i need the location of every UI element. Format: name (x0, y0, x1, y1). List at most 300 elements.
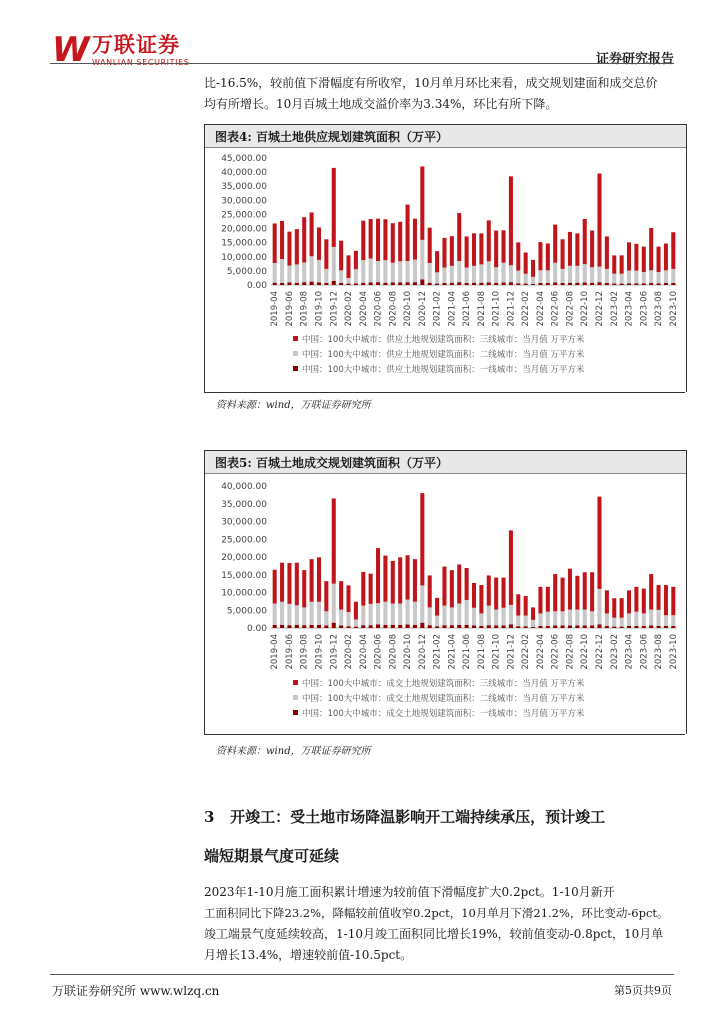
figure-4-title: 图表4: 百城土地供应规划建筑面积（万平） (215, 130, 448, 144)
chart-0-ytick-label: 35,000.00 (221, 182, 267, 193)
chart-1-legend-swatch (293, 710, 298, 715)
chart-0-bar-tier2 (317, 260, 321, 283)
figure-5 (204, 450, 687, 734)
chart-1-bar-tier1 (450, 625, 454, 628)
chart-1-bar-tier3 (538, 587, 542, 614)
chart-1-bar-tier1 (376, 624, 380, 628)
chart-0-xtick-label: 2022-10 (580, 291, 591, 327)
chart-0-xtick-label: 2021-12 (506, 291, 517, 327)
chart-0-bar-tier3 (376, 219, 380, 261)
chart-1-bar-tier1 (369, 625, 373, 628)
chart-1-bar-tier3 (398, 557, 402, 603)
chart-1-bar-tier1 (420, 623, 424, 628)
chart-1-xtick-label: 2021-04 (447, 634, 458, 670)
figure-5-bottom-rule (204, 734, 685, 735)
chart-0-bar-tier3 (442, 238, 446, 268)
chart-0-bar-tier1 (583, 282, 587, 285)
chart-1-bar-tier1 (509, 624, 513, 628)
chart-0-bar-tier3 (324, 239, 328, 269)
chart-0-xtick-label: 2023-04 (624, 291, 635, 327)
chart-0-bar-tier3 (369, 219, 373, 259)
chart-0-bar-tier2 (302, 262, 306, 282)
chart-0-bar-tier3 (361, 221, 365, 261)
chart-1-bar-tier1 (502, 626, 506, 628)
chart-1-ytick-label: 30,000.00 (221, 517, 267, 528)
chart-1-bar-tier3 (487, 575, 491, 605)
chart-1-bar-tier3 (273, 570, 277, 604)
body-line-2: 工面积同比下降23.2%，降幅较前值收窄0.2pct，10月单月下滑21.2%，环比变动-6pct。 (204, 906, 669, 920)
chart-0-bar-tier2 (634, 271, 638, 284)
chart-0-xtick-label: 2023-06 (639, 291, 650, 327)
chart-0-ytick-label: 5,000.00 (226, 266, 267, 277)
chart-1-bar-tier1 (494, 626, 498, 628)
chart-1-bar-tier1 (310, 625, 314, 628)
chart-0-bar-tier2 (435, 272, 439, 283)
section-heading (204, 806, 684, 828)
chart-1-bar-tier3 (465, 568, 469, 600)
chart-0-bar-tier1 (516, 283, 520, 285)
logo-english-name: WANLIAN SECURITIES (92, 58, 190, 67)
body-line-4: 月增长13.4%，增速较前值-10.5pct。 (204, 948, 413, 962)
chart-1-xtick-label: 2019-06 (284, 634, 295, 670)
chart-1-xtick-label: 2022-02 (521, 634, 532, 670)
chart-1-bar-tier3 (546, 587, 550, 612)
chart-0-bar-tier3 (657, 247, 661, 272)
chart-1-bar-tier1 (435, 626, 439, 628)
chart-1-bar-tier3 (627, 590, 631, 613)
chart-1-bar-tier3 (531, 607, 535, 619)
chart-0-bar-tier2 (457, 261, 461, 282)
chart-1-bar-tier2 (502, 608, 506, 626)
chart-1-bar-tier1 (465, 625, 469, 628)
chart-1-bar-tier3 (568, 569, 572, 610)
chart-1-bar-tier3 (649, 574, 653, 610)
chart-1-xtick-label: 2021-08 (476, 634, 487, 670)
chart-0-bar-tier3 (664, 244, 668, 271)
chart-0-bar-tier2 (361, 260, 365, 283)
chart-0-ytick-label: 15,000.00 (221, 238, 267, 249)
chart-0-xtick-label: 2020-08 (388, 291, 399, 327)
chart-0-bar-tier2 (420, 240, 424, 280)
chart-1-bar-tier3 (413, 559, 417, 602)
chart-1-bar-tier2 (583, 610, 587, 626)
chart-0-bar-tier1 (634, 283, 638, 285)
chart-0-bar-tier3 (302, 217, 306, 262)
chart-1-bar-tier2 (391, 604, 395, 625)
chart-0-bar-tier3 (575, 233, 579, 265)
chart-1-bar-tier1 (612, 627, 616, 628)
chart-1-bar-tier2 (280, 602, 284, 625)
chart-0-bar-tier2 (472, 266, 476, 283)
chart-1-bar-tier3 (620, 598, 624, 618)
chart-1-bar-tier2 (538, 613, 542, 625)
chart-1-bar-tier3 (642, 589, 646, 614)
chart-0-bar-tier3 (310, 212, 314, 256)
chart-1-xtick-label: 2019-04 (270, 634, 281, 670)
chart-0-bar-tier2 (354, 269, 358, 283)
chart-0-bar-tier3 (287, 232, 291, 266)
chart-1-ytick-label: 15,000.00 (221, 570, 267, 581)
chart-1-bar-tier1 (332, 623, 336, 628)
footer-page-number: 第5页共9页 (614, 984, 672, 997)
figure-5-source: 资料来源：wind，万联证券研究所 (216, 746, 371, 757)
chart-1-xtick-label: 2022-06 (550, 634, 561, 670)
chart-0-bar-tier2 (369, 258, 373, 282)
chart-1-bar-tier3 (383, 556, 387, 602)
chart-0-bar-tier3 (583, 219, 587, 264)
chart-0-bar-tier1 (428, 283, 432, 285)
chart-0-bar-tier2 (339, 270, 343, 283)
figure-4-header (205, 124, 686, 148)
chart-0-bar-tier3 (561, 239, 565, 269)
chart-1-bar-tier3 (332, 498, 336, 583)
chart-1-bar-tier3 (369, 574, 373, 604)
chart-0-xtick-label: 2020-06 (373, 291, 384, 327)
chart-0-bar-tier3 (280, 221, 284, 259)
chart-0-bar-tier2 (310, 256, 314, 281)
chart-0-bar-tier1 (339, 283, 343, 285)
chart-1-bar-tier1 (346, 626, 350, 628)
chart-0-bar-tier1 (487, 282, 491, 285)
body-line-3: 竣工端景气度延续较高，1-10月竣工面积同比增长19%，较前值变动-0.8pct，10月单 (204, 927, 664, 941)
chart-0-bar-tier1 (612, 284, 616, 285)
chart-1-bar-tier2 (634, 612, 638, 626)
chart-0-bar-tier2 (657, 272, 661, 283)
chart-1-bar-tier3 (428, 575, 432, 607)
chart-0-ytick-label: 25,000.00 (221, 210, 267, 221)
chart-1-bar-tier1 (398, 625, 402, 628)
chart-1-bar-tier2 (376, 603, 380, 624)
chart-0-bar-tier3 (590, 231, 594, 268)
chart-0-xtick-label: 2020-02 (344, 291, 355, 327)
chart-1-bar-tier2 (642, 613, 646, 625)
chart-1-xtick-label: 2023-06 (639, 634, 650, 670)
chart-1-bar-tier1 (487, 625, 491, 628)
chart-0-bar-tier3 (472, 233, 476, 265)
chart-0-xtick-label: 2021-04 (447, 291, 458, 327)
chart-1-xtick-label: 2020-02 (344, 634, 355, 670)
chart-0-bar-tier3 (612, 255, 616, 273)
chart-1-bar-tier1 (620, 627, 624, 628)
chart-1-bar-tier2 (420, 585, 424, 622)
chart-1-bar-tier1 (273, 625, 277, 628)
chart-0-bar-tier1 (383, 283, 387, 285)
chart-0-bar-tier3 (487, 220, 491, 261)
chart-0-bar-tier1 (649, 283, 653, 285)
chart-0-bar-tier1 (620, 284, 624, 285)
chart-1-bar-tier3 (450, 570, 454, 607)
section-title-line-2: 端短期景气度可延续 (204, 847, 340, 865)
chart-0-bar-tier1 (642, 283, 646, 285)
chart-0-bar-tier1 (287, 282, 291, 285)
chart-0-bar-tier1 (524, 284, 528, 285)
chart-0-bar-tier2 (590, 267, 594, 283)
chart-0-bar-tier1 (376, 282, 380, 285)
chart-1-bar-tier3 (479, 585, 483, 613)
chart-1-bar-tier2 (428, 607, 432, 625)
body-line-1: 2023年1-10月施工面积累计增速为较前值下滑幅度扩大0.2pct。1-10月新开 (204, 885, 615, 899)
chart-1-ytick-label: 0.00 (246, 624, 267, 634)
chart-0-bar-tier1 (406, 282, 410, 285)
chart-0-bar-tier3 (346, 255, 350, 278)
chart-1-bar-tier3 (664, 585, 668, 615)
chart-0-bar-tier1 (664, 283, 668, 285)
chart-0-bar-tier2 (280, 259, 284, 283)
chart-1-legend-label: 中国：100大中城市：成交土地规划建筑面积：二线城市：当月值 万平方米 (302, 694, 585, 704)
chart-0-xtick-label: 2022-04 (535, 291, 546, 327)
chart-1-ytick-label: 25,000.00 (221, 535, 267, 546)
figure-5-title: 图表5: 百城土地成交规划建筑面积（万平） (215, 456, 448, 470)
chart-0-bar-tier1 (465, 283, 469, 285)
chart-0-bar-tier1 (324, 283, 328, 285)
chart-0-bar-tier3 (273, 223, 277, 263)
chart-1-bar-tier2 (310, 602, 314, 625)
chart-1-bar-tier3 (302, 570, 306, 607)
chart-1-bar-tier1 (649, 626, 653, 628)
chart-1-bar-tier2 (568, 610, 572, 626)
chart-0-xtick-label: 2019-08 (299, 291, 310, 327)
chart-1-bar-tier2 (479, 613, 483, 625)
footer-divider (50, 974, 674, 975)
chart-0-bar-tier3 (546, 244, 550, 271)
chart-1-xtick-label: 2020-04 (358, 634, 369, 670)
chart-0-xtick-label: 2019-12 (329, 291, 340, 327)
chart-0-xtick-label: 2022-06 (550, 291, 561, 327)
chart-1-bar-tier1 (442, 625, 446, 628)
chart-1-bar-tier2 (369, 604, 373, 625)
chart-0-bar-tier3 (398, 222, 402, 262)
chart-0-bar-tier3 (516, 242, 520, 270)
chart-1-bar-tier1 (317, 625, 321, 628)
chart-1-bar-tier2 (457, 604, 461, 625)
chart-1-xtick-label: 2023-04 (624, 634, 635, 670)
chart-1-ytick-label: 20,000.00 (221, 553, 267, 563)
chart-1-xtick-label: 2023-10 (668, 634, 679, 670)
chart-0-xtick-label: 2022-02 (521, 291, 532, 327)
chart-0-ytick-label: 20,000.00 (221, 224, 267, 235)
chart-0-xtick-label: 2021-02 (432, 291, 443, 327)
chart-0-bar-tier1 (302, 282, 306, 285)
chart-1-bar-tier1 (538, 626, 542, 628)
chart-1-bar-tier3 (612, 598, 616, 618)
chart-0-bar-tier3 (457, 213, 461, 261)
chart-0-bar-tier1 (671, 283, 675, 285)
chart-1-bar-tier2 (597, 589, 601, 625)
chart-0-bar-tier1 (494, 283, 498, 285)
chart-0-bar-tier2 (324, 269, 328, 283)
chart-1-bar-tier3 (354, 602, 358, 620)
chart-0-bar-tier1 (553, 282, 557, 285)
chart-0-bar-tier2 (413, 260, 417, 283)
chart-1-bar-tier3 (494, 578, 498, 610)
chart-1-bar-tier3 (406, 555, 410, 599)
chart-0-bar-tier3 (649, 228, 653, 270)
chart-0-xtick-label: 2020-12 (417, 291, 428, 327)
chart-1-bar-tier2 (657, 610, 661, 626)
chart-1-bar-tier3 (516, 594, 520, 615)
chart-0-bar-tier2 (487, 261, 491, 282)
chart-0-bar-tier2 (649, 270, 653, 283)
chart-1-bar-tier3 (280, 563, 284, 602)
chart-1-bar-tier1 (413, 625, 417, 628)
chart-1-bar-tier2 (664, 615, 668, 626)
figure-4-bottom-rule (204, 392, 685, 393)
chart-0-bar-tier3 (509, 176, 513, 265)
chart-0-bar-tier3 (383, 219, 387, 260)
chart-1-bar-tier2 (383, 602, 387, 625)
chart-1-bar-tier1 (605, 626, 609, 628)
chart-0-xtick-label: 2022-12 (594, 291, 605, 327)
chart-0-bar-tier1 (590, 283, 594, 285)
chart-1-bar-tier2 (361, 606, 365, 626)
chart-0-bar-tier3 (634, 244, 638, 271)
chart-1-legend-swatch (293, 695, 298, 700)
chart-1-bar-tier2 (413, 602, 417, 625)
chart-1-bar-tier1 (524, 626, 528, 628)
figure-4-chart (205, 146, 686, 392)
figure-5-header (205, 450, 686, 474)
chart-1-bar-tier1 (597, 624, 601, 628)
chart-0-xtick-label: 2022-08 (565, 291, 576, 327)
chart-0-legend-label: 中国：100大中城市：供应土地规划建筑面积：二线城市：当月值 万平方米 (302, 350, 585, 360)
chart-1-bar-tier3 (376, 548, 380, 603)
chart-1-xtick-label: 2019-12 (329, 634, 340, 670)
chart-0-bar-tier3 (354, 251, 358, 269)
chart-0-bar-tier1 (273, 283, 277, 285)
chart-0-bar-tier2 (346, 278, 350, 284)
chart-1-bar-tier2 (605, 613, 609, 625)
chart-0-legend-label: 中国：100大中城市：供应土地规划建筑面积：一线城市：当月值 万平方米 (302, 365, 585, 375)
chart-1-bar-tier1 (324, 626, 328, 628)
chart-1-bar-tier3 (671, 587, 675, 615)
chart-1-bar-tier3 (457, 564, 461, 603)
chart-1-bar-tier3 (657, 585, 661, 610)
chart-1-xtick-label: 2020-12 (417, 634, 428, 670)
chart-0-bar-tier3 (479, 233, 483, 264)
chart-0-xtick-label: 2019-04 (270, 291, 281, 327)
chart-0-bar-tier1 (361, 283, 365, 285)
chart-0-bar-tier2 (561, 269, 565, 283)
chart-1-legend-label: 中国：100大中城市：成交土地规划建筑面积：三线城市：当月值 万平方米 (302, 679, 585, 689)
chart-1-bar-tier1 (590, 626, 594, 628)
intro-line-2: 均有所增长。10月百城土地成交溢价率为3.34%，环比有所下降。 (204, 97, 558, 111)
chart-0-xtick-label: 2021-08 (476, 291, 487, 327)
chart-1-bar-tier1 (657, 626, 661, 628)
chart-0-bar-tier3 (406, 205, 410, 261)
chart-0-bar-tier1 (346, 284, 350, 285)
chart-0-bar-tier2 (597, 267, 601, 283)
chart-0-bar-tier2 (516, 271, 520, 284)
chart-0-bar-tier2 (398, 261, 402, 282)
chart-0-bar-tier2 (531, 277, 535, 284)
chart-0-bar-tier1 (295, 283, 299, 285)
chart-1-bar-tier1 (406, 624, 410, 628)
chart-1-bar-tier1 (671, 626, 675, 628)
chart-0-bar-tier1 (575, 283, 579, 285)
chart-0-bar-tier2 (605, 269, 609, 283)
chart-0-bar-tier2 (376, 261, 380, 282)
chart-1-bar-tier2 (332, 584, 336, 623)
chart-0-xtick-label: 2021-06 (462, 291, 473, 327)
chart-1-bar-tier2 (295, 605, 299, 625)
chart-0-bar-tier1 (280, 283, 284, 285)
chart-0-xtick-label: 2021-10 (491, 291, 502, 327)
chart-0-bar-tier2 (406, 261, 410, 282)
chart-1-bar-tier3 (420, 493, 424, 585)
chart-0-bar-tier1 (597, 282, 601, 285)
chart-1-bar-tier3 (472, 583, 476, 608)
chart-1-xtick-label: 2020-10 (403, 634, 414, 670)
chart-1-bar-tier1 (383, 625, 387, 628)
chart-0-bar-tier3 (524, 253, 528, 274)
chart-1-xtick-label: 2022-04 (535, 634, 546, 670)
chart-1-xtick-label: 2020-06 (373, 634, 384, 670)
chart-0-ytick-label: 45,000.00 (221, 154, 267, 164)
chart-0-bar-tier2 (568, 266, 572, 283)
chart-0-xtick-label: 2023-02 (609, 291, 620, 327)
chart-0-ytick-label: 0.00 (246, 281, 267, 291)
chart-0-xtick-label: 2019-10 (314, 291, 325, 327)
chart-0-bar-tier1 (546, 283, 550, 285)
chart-0-bar-tier1 (450, 283, 454, 285)
chart-1-xtick-label: 2021-06 (462, 634, 473, 670)
chart-0-bar-tier1 (538, 283, 542, 285)
chart-0-bar-tier2 (546, 270, 550, 283)
chart-0-bar-tier3 (391, 223, 395, 263)
logo-chinese-name: 万联证券 (92, 33, 180, 57)
chart-1-bar-tier2 (509, 605, 513, 625)
chart-0-bar-tier1 (509, 282, 513, 285)
chart-0-bar-tier3 (420, 166, 424, 239)
chart-0-bar-tier1 (479, 283, 483, 285)
chart-1-bar-tier2 (472, 608, 476, 626)
chart-0-bar-tier2 (273, 263, 277, 283)
chart-1-bar-tier2 (561, 611, 565, 625)
chart-0-bar-tier3 (671, 232, 675, 269)
chart-1-bar-tier3 (561, 578, 565, 612)
chart-0-bar-tier2 (575, 266, 579, 283)
chart-1-bar-tier1 (642, 626, 646, 628)
chart-1-bar-tier1 (354, 627, 358, 628)
chart-0-xtick-label: 2020-10 (403, 291, 414, 327)
chart-1-bar-tier3 (502, 578, 506, 608)
chart-0-bar-tier1 (420, 279, 424, 285)
chart-1-bar-tier2 (450, 607, 454, 625)
chart-0-legend-swatch (293, 366, 298, 371)
chart-0-bar-tier3 (502, 230, 506, 262)
chart-1-ytick-label: 5,000.00 (226, 606, 267, 617)
chart-1-bar-tier2 (346, 612, 350, 626)
chart-0-bar-tier2 (671, 269, 675, 283)
chart-1-bar-tier3 (553, 574, 557, 611)
chart-1-xtick-label: 2022-08 (565, 634, 576, 670)
chart-0-bar-tier1 (413, 282, 417, 285)
chart-1-bar-tier2 (317, 602, 321, 625)
section-title-line-1: 开竣工：受土地市场降温影响开工端持续承压，预计竣工 (230, 808, 606, 826)
chart-0-bar-tier3 (428, 228, 432, 263)
chart-1-bar-tier2 (531, 620, 535, 627)
chart-0-bar-tier2 (428, 263, 432, 283)
chart-0-bar-tier3 (597, 174, 601, 267)
chart-1-bar-tier3 (324, 581, 328, 611)
chart-1-xtick-label: 2021-12 (506, 634, 517, 670)
chart-1-bar-tier1 (428, 625, 432, 628)
chart-0-bar-tier2 (332, 247, 336, 281)
chart-0-ytick-label: 10,000.00 (221, 252, 267, 263)
chart-0-bar-tier1 (605, 283, 609, 285)
chart-1-bar-tier1 (516, 626, 520, 628)
chart-0-xtick-label: 2023-10 (668, 291, 679, 327)
